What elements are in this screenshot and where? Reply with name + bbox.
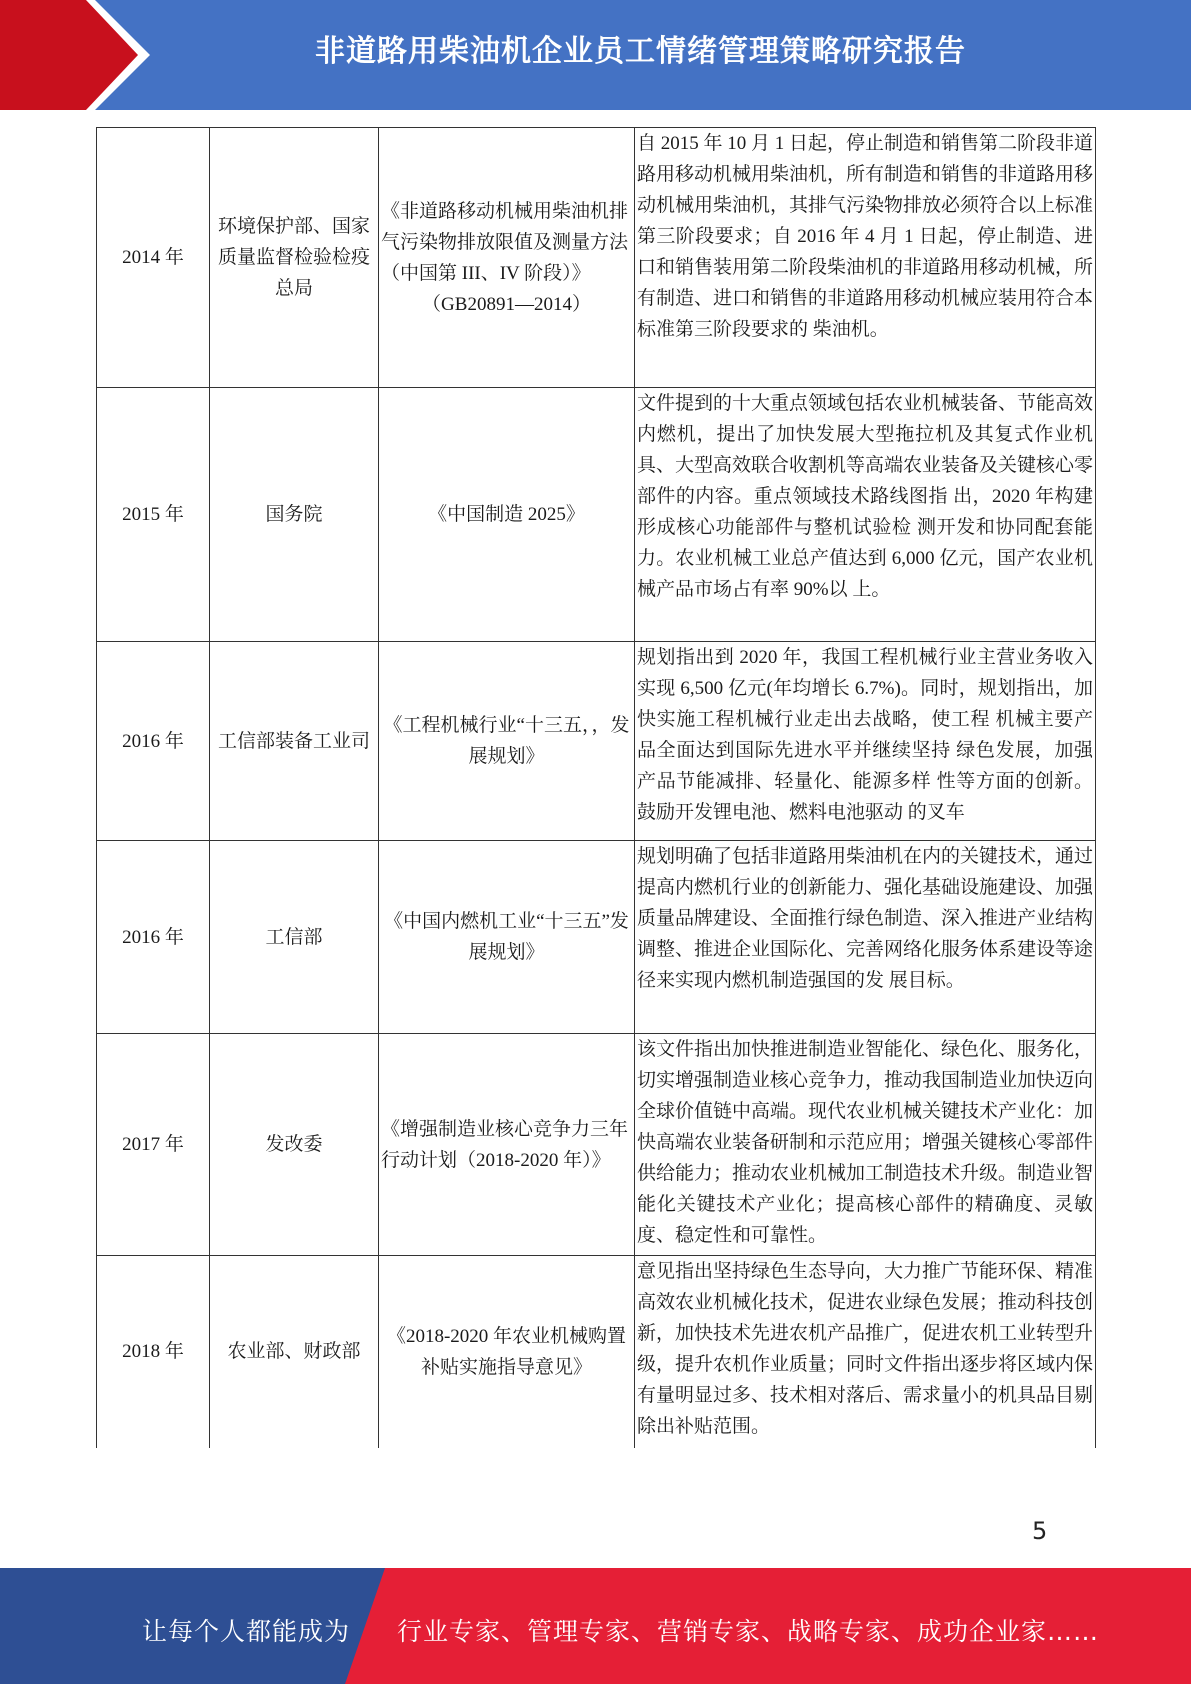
document-cell: 《2018-2020 年农业机械购置补贴实施指导意见》 — [379, 1256, 635, 1448]
table-row — [97, 841, 1096, 1034]
document-title: 《非道路移动机械用柴油机排气污染物排放限值及测量方法（中国第 III、IV 阶段）》 — [381, 200, 629, 284]
description-text: 文件提到的十大重点领域包括农业机械装备、节能高效内燃机，提出了加快发展大型拖拉机及其复式作业机具、大型高效联合收割机等高端农业装备及关键核心零部件的内容。重点领域技术路线图指 出，2020 年构建形成核心功能部件与整机试验检 测开发和协同配套能力。农业机械工业总产值达到 6,000 亿元，国产农业机械产品市场占有率 90%以 上。 — [637, 393, 1094, 600]
department-cell: 农业部、财政部 — [210, 1256, 379, 1448]
document-cell: 《中国内燃机工业“十三五”发展规划》 — [379, 841, 635, 1034]
table-row — [97, 128, 1096, 388]
footer-bar — [0, 1568, 1191, 1684]
table-row — [97, 642, 1096, 841]
document-cell: 《中国制造 2025》 — [379, 388, 635, 642]
document-cell: 《增强制造业核心竞争力三年行动计划（2018-2020 年）》 — [379, 1034, 635, 1256]
description-text: 规划指出到 2020 年，我国工程机械行业主营业务收入实现 6,500 亿元(年均增长 6.7%)。同时，规划指出，加快实施工程机械行业走出去战略，使工程 机械主要产品全面达到国际先进水平并继续坚持 绿色发展，加强产品节能减排、轻量化、能源多样 性等方面的创新。鼓励开发锂电池、燃料电池驱动 的叉车 — [637, 647, 1093, 823]
year-cell: 2014 年 — [97, 128, 210, 388]
department-cell: 国务院 — [210, 388, 379, 642]
year-cell: 2017 年 — [97, 1034, 210, 1256]
footer-slogan-left: 让每个人都能成为 — [142, 1617, 351, 1646]
department-cell: 工信部 — [210, 841, 379, 1034]
policy-table — [96, 127, 1096, 1448]
footer-slogan-right: 行业专家、管理专家、营销专家、战略专家、成功企业家…… — [397, 1617, 1100, 1646]
document-code: （GB20891—2014） — [422, 293, 591, 315]
document-cell — [379, 128, 635, 388]
description-cell — [635, 642, 1096, 841]
table-row — [97, 388, 1096, 642]
description-cell: 该文件指出加快推进制造业智能化、绿色化、服务化，切实增强制造业核心竞争力，推动我国制造业加快迈向全球价值链中高端。现代农业机械关键技术产业化：加快高端农业装备研制和示范应用；增强关键核心零部件供给能力；推动农业机械加工制造技术升级。制造业智能化关键技术产业化；提高核心部件的精确度、灵敏度、稳定性和可靠性。 — [635, 1034, 1096, 1256]
document-cell: 《工程机械行业“十三五，，发 展规划》 — [379, 642, 635, 841]
year-cell: 2016 年 — [97, 841, 210, 1034]
description-cell — [635, 388, 1096, 642]
header-bar — [0, 0, 1191, 110]
year-cell: 2016 年 — [97, 642, 210, 841]
department-cell: 发改委 — [210, 1034, 379, 1256]
table-row — [97, 1034, 1096, 1256]
description-cell: 规划明确了包括非道路用柴油机在内的关键技术，通过提高内燃机行业的创新能力、强化基础设施建设、加强质量品牌建设、全面推行绿色制造、深入推进产业结构调整、推进企业国际化、完善网络化服务体系建设等途径来实现内燃机制造强国的发 展目标。 — [635, 841, 1096, 1034]
description-cell: 意见指出坚持绿色生态导向，大力推广节能环保、精准高效农业机械化技术，促进农业绿色发展；推动科技创新，加快技术先进农机产品推广，促进农机工业转型升级，提升农机作业质量；同时文件指出逐步将区域内保有量明显过多、技术相对落后、需求量小的机具品目剔除出补贴范围。 — [635, 1256, 1096, 1448]
report-title: 非道路用柴油机企业员工情绪管理策略研究报告 — [315, 34, 966, 69]
description-cell: 自 2015 年 10 月 1 日起，停止制造和销售第二阶段非道路用移动机械用柴油机，所有制造和销售的非道路用移动机械用柴油机，其排气污染物排放必须符合以上标准第三阶段要求；自 2016 年 4 月 1 日起，停止制造、进口和销售装用第二阶段柴油机的非道路用移动机械，所有制造、进口和销售的非道路用移动机械应装用符合本标准第三阶段要求的 柴油机。 — [635, 128, 1096, 388]
department-cell: 环境保护部、国家质量监督检验检疫总局 — [210, 128, 379, 388]
page-number: 5 — [1032, 1517, 1048, 1545]
table-row — [97, 1256, 1096, 1448]
year-cell: 2015 年 — [97, 388, 210, 642]
department-cell: 工信部装备工业司 — [210, 642, 379, 841]
year-cell: 2018 年 — [97, 1256, 210, 1448]
